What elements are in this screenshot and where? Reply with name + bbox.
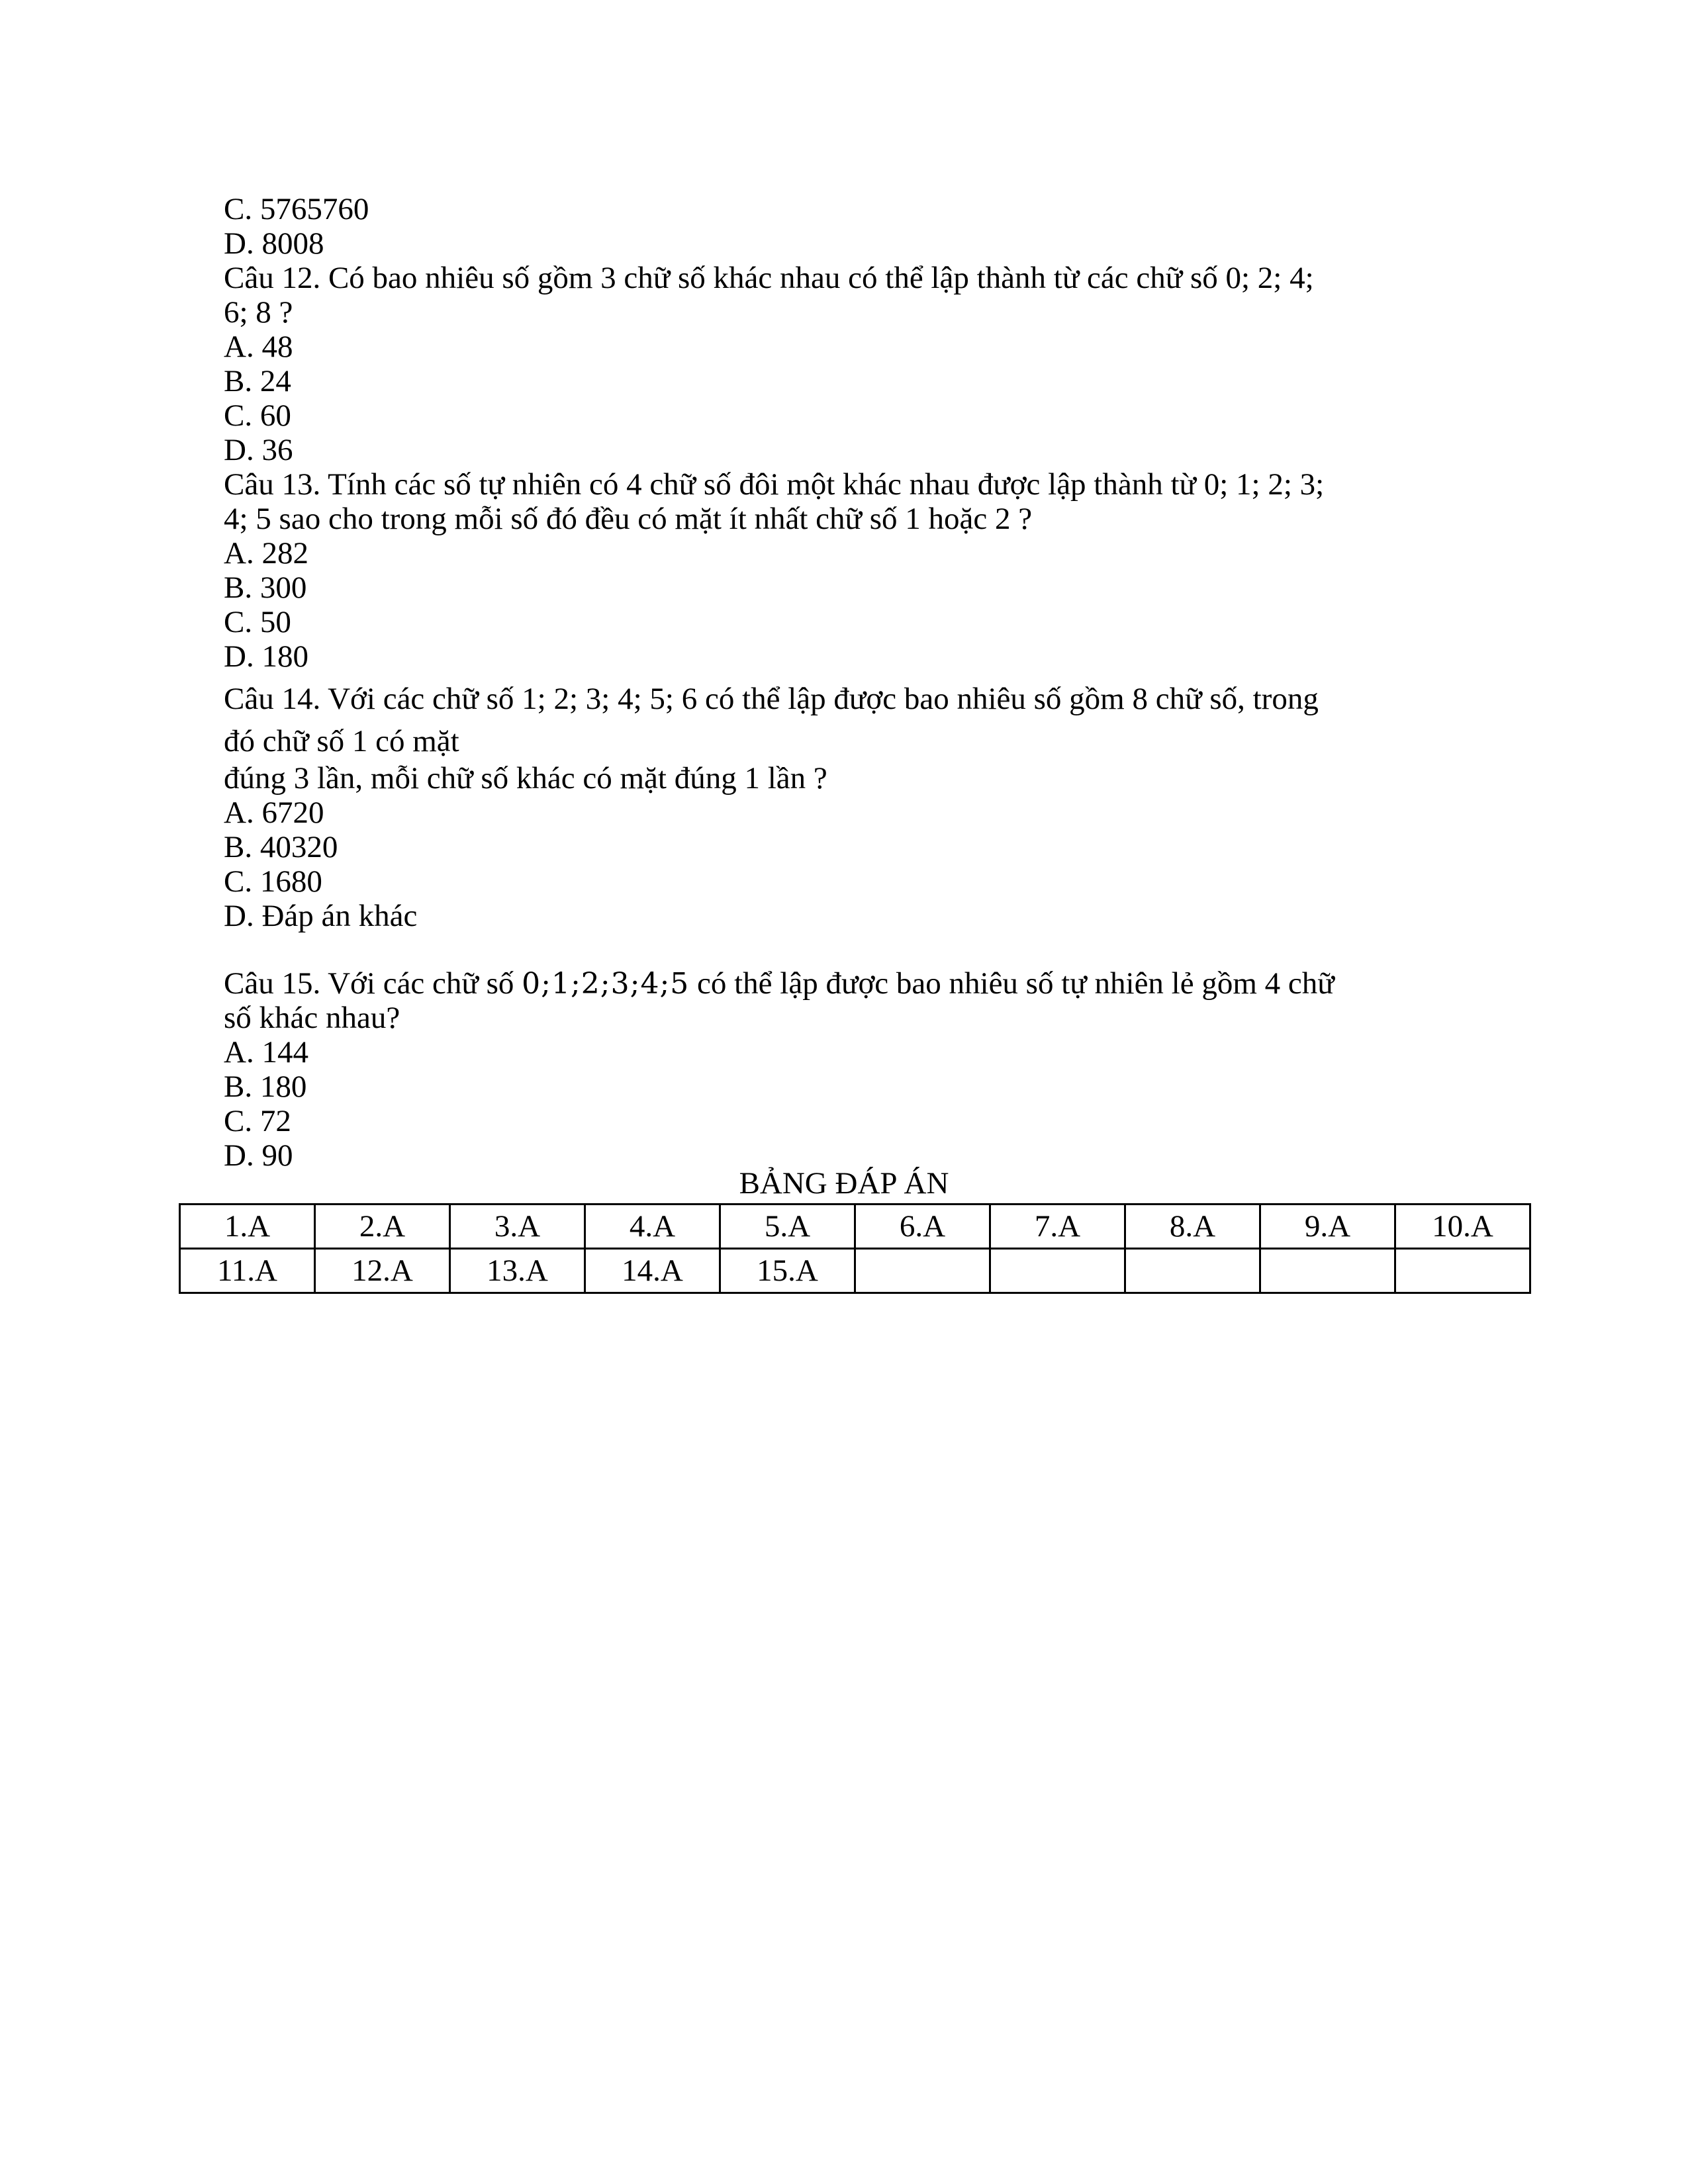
answer-cell [990,1249,1125,1293]
q13-option-d: D. 180 [224,639,308,674]
q13-option-c: C. 50 [224,605,291,639]
q14-option-c: C. 1680 [224,864,322,899]
q12-option-c: C. 60 [224,398,291,433]
q15-option-d: D. 90 [224,1138,293,1173]
answer-cell: 7.A [990,1205,1125,1249]
answer-table-row [180,1249,1530,1293]
answer-cell [1395,1249,1530,1293]
answer-table [179,1203,1531,1294]
answer-cell: 8.A [1125,1205,1260,1249]
answer-cell: 3.A [450,1205,585,1249]
q14-option-a: A. 6720 [224,796,324,830]
answer-cell: 13.A [450,1249,585,1293]
answer-cell: 12.A [315,1249,450,1293]
q11-option-c: C. 5765760 [224,192,369,226]
answer-cell: 5.A [720,1205,855,1249]
q14-text-line1: Câu 14. Với các chữ số 1; 2; 3; 4; 5; 6 có thể lập được bao nhiêu số gồm 8 chữ số, trong [224,682,1319,716]
q12-option-a: A. 48 [224,330,293,364]
q15-option-b: B. 180 [224,1069,307,1104]
q12-option-b: B. 24 [224,364,291,398]
answer-cell: 11.A [180,1249,315,1293]
q13-text-line1: Câu 13. Tính các số tự nhiên có 4 chữ số đôi một khác nhau được lập thành từ 0; 1; 2; 3; [224,467,1325,502]
q14-option-b: B. 40320 [224,830,338,864]
answer-table-title: BẢNG ĐÁP ÁN [739,1166,949,1201]
q14-text-line3: đúng 3 lần, mỗi chữ số khác có mặt đúng 1 lần ? [224,761,827,796]
answer-cell: 4.A [585,1205,720,1249]
q13-option-b: B. 300 [224,570,307,605]
answer-cell: 14.A [585,1249,720,1293]
q12-text-line1: Câu 12. Có bao nhiêu số gồm 3 chữ số khác nhau có thể lập thành từ các chữ số 0; 2; 4; [224,261,1314,295]
q15-option-c: C. 72 [224,1104,291,1138]
q15-option-a: A. 144 [224,1035,308,1069]
q15-text-line2: số khác nhau? [224,1001,400,1035]
answer-cell [855,1249,990,1293]
answer-cell: 1.A [180,1205,315,1249]
answer-cell: 10.A [1395,1205,1530,1249]
q15-digit-set: 0;1;2;3;4;5 [522,967,690,1001]
q14-text-line2: đó chữ số 1 có mặt [224,724,459,758]
answer-table-row [180,1205,1530,1249]
answer-cell: 6.A [855,1205,990,1249]
q15-suffix: có thể lập được bao nhiêu số tự nhiên lẻ gồm 4 chữ [689,966,1335,1001]
answer-cell [1260,1249,1395,1293]
q15-prefix: Câu 15. Với các chữ số [224,966,522,1001]
answer-cell: 2.A [315,1205,450,1249]
q12-option-d: D. 36 [224,433,293,467]
answer-cell [1125,1249,1260,1293]
answer-cell: 9.A [1260,1205,1395,1249]
q15-text-line1 [224,966,1335,1001]
answer-cell: 15.A [720,1249,855,1293]
q12-text-line2: 6; 8 ? [224,295,293,330]
q14-option-d: D. Đáp án khác [224,899,418,933]
q13-text-line2: 4; 5 sao cho trong mỗi số đó đều có mặt ít nhất chữ số 1 hoặc 2 ? [224,502,1033,536]
q11-option-d: D. 8008 [224,226,324,261]
q13-option-a: A. 282 [224,536,308,570]
